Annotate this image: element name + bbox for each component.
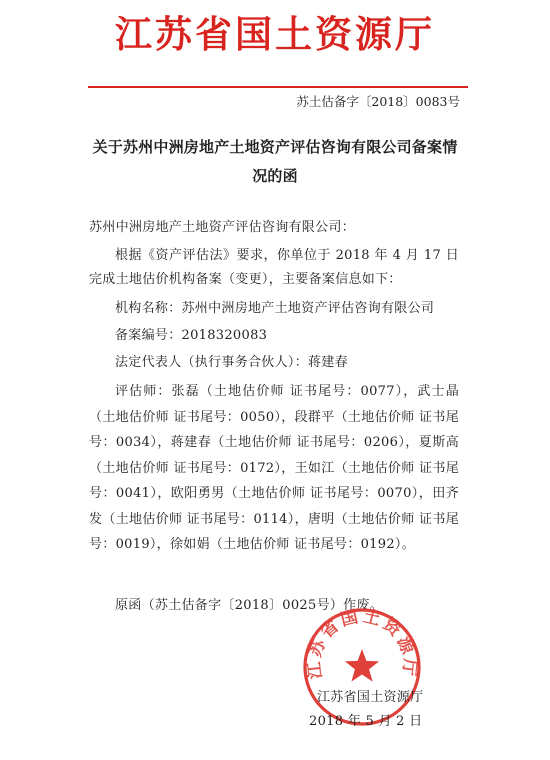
appraisers-paragraph: 评估师：张磊（土地估价师 证书尾号：0077），武士晶（土地估价师 证书尾号：0050），段群平（土地估价师 证书尾号：0034），蒋建春（土地估价师 证书尾号：0206），夏斯高（土地估价师 证书尾号：0172），王如江（土地估价师 证书尾号：0041），欧阳勇男（土地估价师 证书尾号：0070），田齐发（土地估价师 证书尾号：0114），唐明（土地估价师 证书尾号：0019），徐如娟（土地估价师 证书尾号：0192）。 (89, 384, 459, 552)
field-org-name: 机构名称：苏州中洲房地产土地资产评估咨询有限公司 (115, 301, 435, 316)
field-legal-representative: 法定代表人（执行事务合伙人）：蒋建春 (115, 355, 348, 370)
seal-star-icon (345, 649, 379, 682)
addressee: 苏州中洲房地产土地资产评估咨询有限公司： (89, 220, 356, 235)
seal-text: 江苏省国土资源厅 (304, 606, 420, 680)
field-record-number: 备案编号：2018320083 (115, 328, 268, 343)
header-title: 江苏省国土资源厅 (115, 12, 435, 56)
signature-date: 2018 年 5 月 2 日 (309, 714, 423, 729)
original-letter-void-note: 原函（苏土估备字〔2018〕0025号）作废。 (115, 598, 384, 613)
signature-organization: 江苏省国土资源厅 (317, 690, 424, 705)
intro-paragraph: 根据《资产评估法》要求，你单位于 2018 年 4 月 17 日完成土地估价机构备案（变更），主要备案信息如下： (89, 248, 459, 287)
official-seal (300, 605, 424, 729)
document-number: 苏土估备字〔2018〕0083号 (296, 94, 460, 109)
header-rule (88, 86, 468, 88)
document-subject: 关于苏州中洲房地产土地资产评估咨询有限公司备案情况的函 (92, 138, 458, 185)
